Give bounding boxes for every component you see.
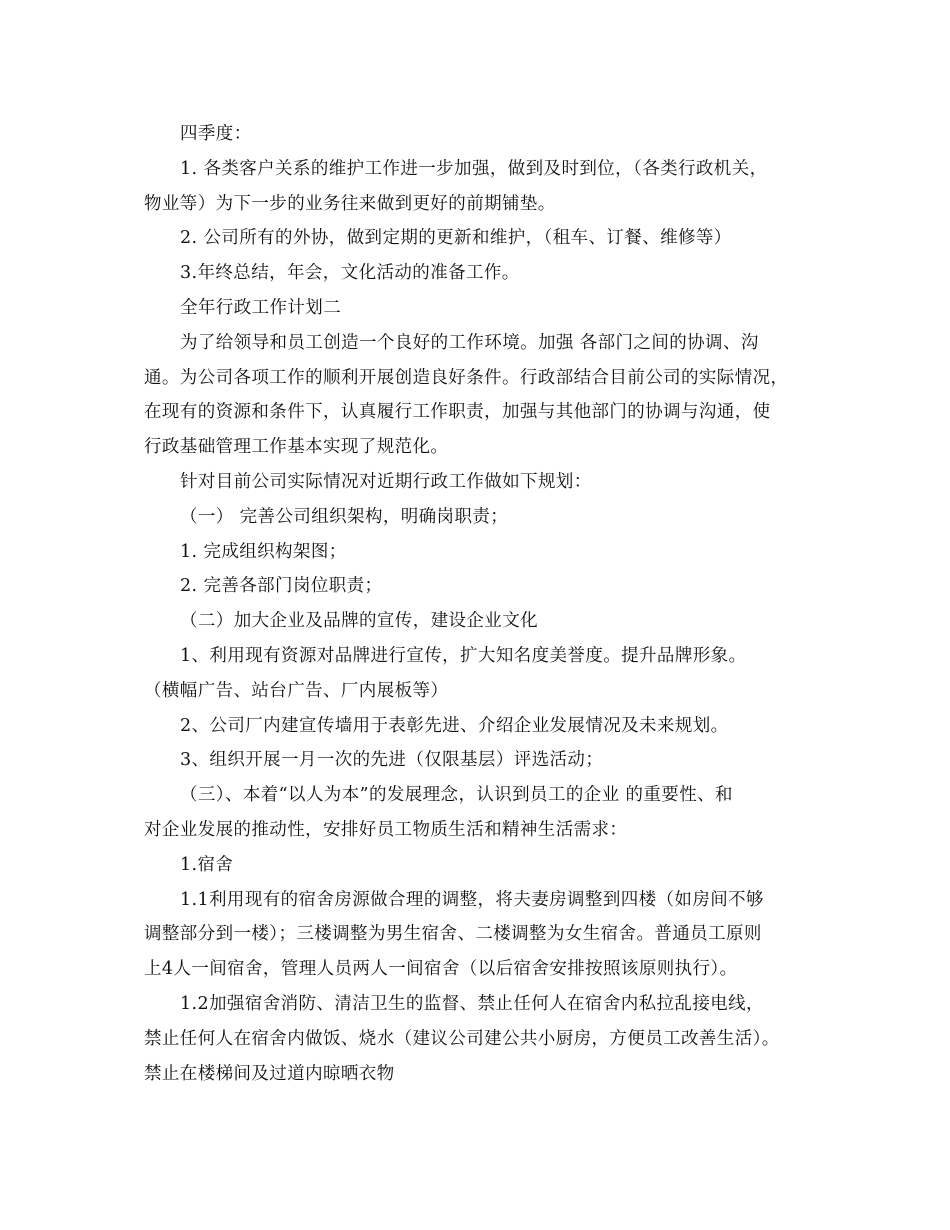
paragraph-line: （横幅广告、站台广告、厂内展板等） xyxy=(144,680,449,701)
paragraph-line: 调整部分到一楼）；三楼调整为男生宿舍、二楼调整为女生宿舍。普通员工原则 xyxy=(144,924,762,945)
paragraph-line: 为了给领导和员工创造一个良好的工作环境。加强 各部门之间的协调、沟 xyxy=(180,332,759,353)
paragraph-line: 1.2加强宿舍消防、清洁卫生的监督、禁止任何人在宿舍内私拉乱接电线， xyxy=(180,993,764,1014)
paragraph-line: 1. 各类客户关系的维护工作进一步加强，做到及时到位，（各类行政机关， xyxy=(180,158,768,179)
section-heading: （一） 完善公司组织架构，明确岗职责； xyxy=(180,506,509,527)
paragraph-line: 行政基础管理工作基本实现了规范化。 xyxy=(144,437,449,458)
list-item: 3、组织开展一月一次的先进（仅限基层）评选活动； xyxy=(180,750,604,771)
paragraph-line: 通。为公司各项工作的顺利开展创造良好条件。行政部结合目前公司的实际情况， xyxy=(144,367,789,388)
paragraph-line: 对企业发展的推动性，安排好员工物质生活和精神生活需求： xyxy=(144,819,628,840)
list-item: 1. 完成组织构架图； xyxy=(180,541,347,562)
list-item: 2. 完善各部门岗位职责； xyxy=(180,576,383,597)
paragraph-line: 1.1利用现有的宿舍房源做合理的调整，将夫妻房调整到四楼（如房间不够 xyxy=(180,889,764,910)
paragraph-line: 禁止任何人在宿舍内做饭、烧水（建议公司建公共小厨房，方便员工改善生活）。 xyxy=(144,1028,780,1049)
document-body xyxy=(144,117,814,1091)
paragraph-line: 物业等）为下一步的业务往来做到更好的前期铺垫。 xyxy=(144,193,556,214)
subsection-heading: 1.宿舍 xyxy=(180,854,234,875)
list-item: 1、利用现有资源对品牌进行宣传，扩大知名度美誉度。提升品牌形象。 xyxy=(180,645,747,666)
paragraph-line: 2. 公司所有的外协，做到定期的更新和维护，（租车、订餐、维修等） xyxy=(180,228,732,249)
paragraph-line: 上4人一间宿舍，管理人员两人一间宿舍（以后宿舍安排按照该原则执行）。 xyxy=(144,959,738,980)
document-title: 全年行政工作计划二 xyxy=(180,297,342,318)
paragraph-line: 针对目前公司实际情况对近期行政工作做如下规划： xyxy=(180,471,592,492)
paragraph-line: 在现有的资源和条件下，认真履行工作职责，加强与其他部门的协调与沟通，使 xyxy=(144,402,771,423)
section-heading: （三）、本着“以人为本”的发展理念，认识到员工的企业 的重要性、和 xyxy=(180,785,733,806)
section-heading: （二）加大企业及品牌的宣传，建设企业文化 xyxy=(180,611,538,632)
paragraph-line: 3.年终总结，年会，文化活动的准备工作。 xyxy=(180,263,520,284)
section-heading: 四季度： xyxy=(180,124,252,144)
list-item: 2、公司厂内建宣传墙用于表彰先进、介绍企业发展情况及未来规划。 xyxy=(180,715,729,736)
paragraph-line: 禁止在楼梯间及过道内晾晒衣物 xyxy=(144,1063,395,1084)
